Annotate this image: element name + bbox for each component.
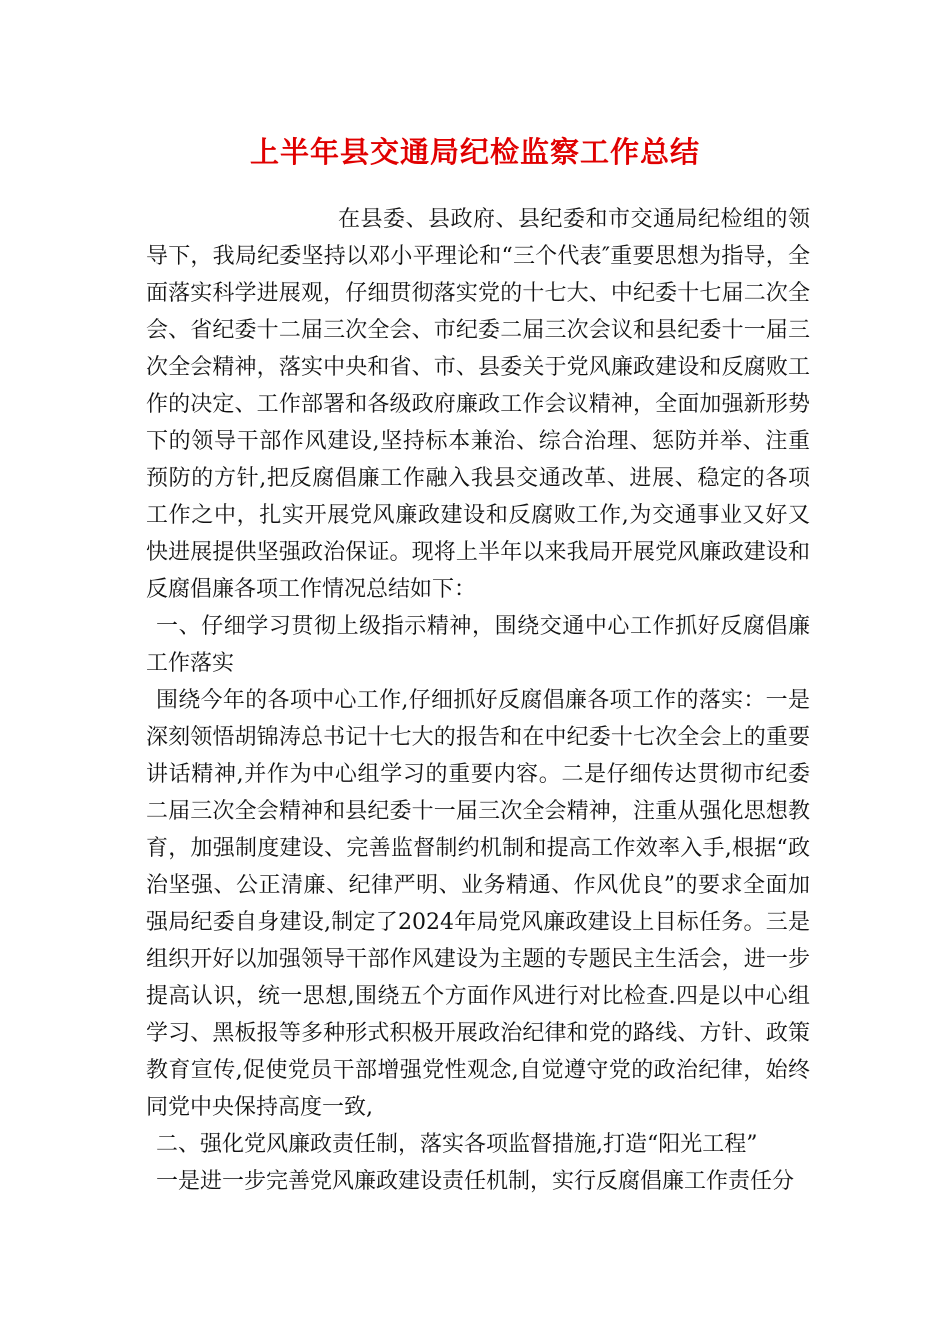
section-heading-2: 二、强化党风廉政责任制，落实各项监督措施,打造“阳光工程”: [156, 1132, 758, 1157]
document-title: 上半年县交通局纪检监察工作总结: [249, 135, 700, 169]
paragraph-section-1: 围绕今年的各项中心工作,仔细抓好反腐倡廉各项工作的落实：一是深刻领悟胡锦涛总书记十七大的报告和在中纪委十七次全会上的重要讲话精神,并作为中心组学习的重要内容。二是仔细传达贯彻市纪委二届三次全会精神和县纪委十一届三次全会精神，注重从强化思想教育，加强制度建设、完善监督制约机制和提高工作效率入手,根据“政治坚强、公正清廉、纪律严明、业务精通、作风优良”的要求全面加强局纪委自身建设,制定了2024年局党风廉政建设上目标任务。三是组织开好以加强领导干部作风建设为主题的专题民主生活会，进一步提高认识，统一思想,围绕五个方面作风进行对比检查.四是以中心组学习、黑板报等多种形式积极开展政治纪律和党的路线、方针、政策教育宣传,促使党员干部增强党性观念,自觉遵守党的政治纪律，始终同党中央保持高度一致,: [146, 688, 810, 1120]
paragraph-intro: 在县委、县政府、县纪委和市交通局纪检组的领导下，我局纪委坚持以邓小平理论和“三个代表″重要思想为指导，全面落实科学进展观，仔细贯彻落实党的十七大、中纪委十七届二次全会、省纪委十二届三次全会、市纪委二届三次会议和县纪委十一届三次全会精神，落实中央和省、市、县委关于党风廉政建设和反腐败工作的决定、工作部署和各级政府廉政工作会议精神，全面加强新形势下的领导干部作风建设,坚持标本兼治、综合治理、惩防并举、注重预防的方针,把反腐倡廉工作融入我县交通改革、进展、稳定的各项工作之中，扎实开展党风廉政建设和反腐败工作,为交通事业又好又快进展提供坚强政治保证。现将上半年以来我局开展党风廉政建设和反腐倡廉各项工作情况总结如下：: [146, 207, 810, 602]
paragraph-section-2: 一是进一步完善党风廉政建设责任机制，实行反腐倡廉工作责任分: [156, 1169, 795, 1194]
document-body: [146, 201, 810, 1200]
section-heading-1: 一、仔细学习贯彻上级指示精神，围绕交通中心工作抓好反腐倡廉工作落实: [146, 614, 810, 676]
